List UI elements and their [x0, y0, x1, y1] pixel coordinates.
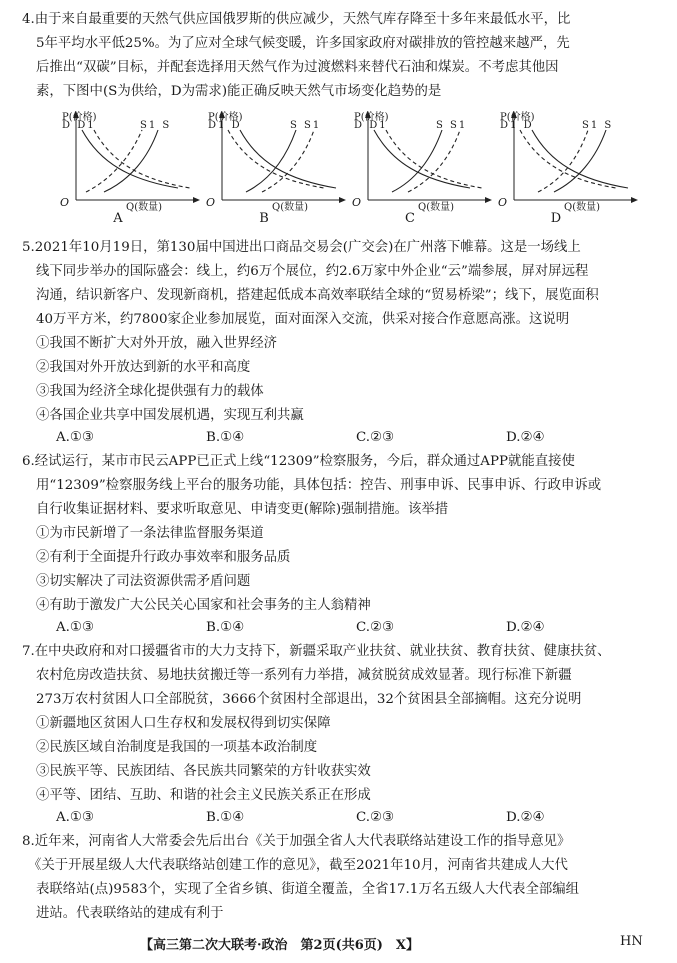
axis-y-label: P(价格) — [208, 112, 243, 123]
q5-line-1: 5.2021年10月19日，第130届中国进出口商品交易会(广交会)在广州落下帷幕。这是一场线上 — [22, 240, 581, 255]
axis-y-label: P(价格) — [62, 112, 97, 123]
q8-line-1: 8.近年来，河南省人大常委会先后出台《关于加强全省人大代表联络站建设工作的指导意见》 — [22, 834, 571, 849]
q6-line-2: 用“12309”检察服务线上平台的服务功能，具体包括：控告、刑事申诉、民事申诉、行政申诉或 — [36, 478, 602, 493]
q6-item-1: ①为市民新增了一条法律监督服务渠道 — [36, 526, 264, 541]
q6-item-4: ④有助于激发广大公民关心国家和社会事务的主人翁精神 — [36, 598, 371, 613]
q8-line-3: 表联络站(点)9583个，实现了全省乡镇、街道全覆盖，全省17.1万名五级人大代表全部编组 — [36, 882, 580, 897]
q8-line-4: 进站。代表联络站的建成有利于 — [36, 906, 224, 921]
option-a[interactable]: A.①③ — [56, 620, 94, 635]
q8-line-2: 《关于开展星级人大代表联络站创建工作的意见》，截至2021年10月，河南省共建成人大代 — [28, 858, 568, 873]
origin-label: O — [352, 196, 362, 209]
q5-line-3: 沟通，结识新客户、发现新商机，搭建起低成本高效率联结全球的“贸易桥梁”；线下，展览面积 — [36, 288, 599, 303]
option-d[interactable]: D.②④ — [506, 620, 545, 635]
q6-line-3: 自行收集证据材料、要求听取意见、申请变更(解除)强制措施。该举措 — [36, 502, 449, 517]
curve-labels: D1 D — [500, 120, 534, 131]
q7-line-1: 7.在中央政府和对口援疆省市的大力支持下，新疆采取产业扶贫、就业扶贫、教育扶贫、健康扶贫、 — [22, 644, 611, 659]
option-a[interactable]: A.①③ — [56, 430, 94, 445]
option-b[interactable]: B.①④ — [206, 430, 245, 445]
q6-item-3: ③切实解决了司法资源供需矛盾问题 — [36, 574, 251, 589]
option-c[interactable]: C.②③ — [356, 810, 395, 825]
q5-item-4: ④各国企业共享中国发展机遇，实现互利共赢 — [36, 408, 304, 423]
graph-label-c: C — [405, 211, 415, 226]
axis-x-label: Q(数量) — [126, 202, 163, 213]
axis-y-label: P(价格) — [500, 112, 535, 123]
q7-options — [56, 806, 655, 830]
q5-item-2: ②我国对外开放达到新的水平和高度 — [36, 360, 251, 375]
option-b[interactable]: B.①④ — [206, 810, 245, 825]
q4-graphs — [36, 108, 636, 233]
page-footer: 【高三第二次大联考·政治 第2页(共6页) X】 — [140, 938, 420, 953]
q5-item-1: ①我国不断扩大对外开放，融入世界经济 — [36, 336, 278, 351]
q5-item-3: ③我国为经济全球化提供强有力的载体 — [36, 384, 264, 399]
origin-label: O — [60, 196, 70, 209]
curve-labels-s: S S1 — [290, 120, 322, 131]
curve-labels: D D1 — [62, 120, 96, 131]
q4-line-1: 4.由于来自最重要的天然气供应国俄罗斯的供应减少，天然气库存降至十多年来最低水平，比 — [22, 12, 571, 27]
option-c[interactable]: C.②③ — [356, 430, 395, 445]
q4-line-2: 5年平均水平低25%。为了应对全球气候变暖，许多国家政府对碳排放的管控越来越严，先 — [36, 36, 570, 51]
origin-label: O — [206, 196, 216, 209]
curve-labels-s: S1 S — [140, 120, 172, 131]
q6-options — [56, 616, 655, 640]
origin-label: O — [498, 196, 508, 209]
q7-item-3: ③民族平等、民族团结、各民族共同繁荣的方针收获实效 — [36, 764, 371, 779]
q7-item-2: ②民族区域自治制度是我国的一项基本政治制度 — [36, 740, 318, 755]
q4-line-3: 后推出“双碳”目标，并配套选择用天然气作为过渡燃料来替代石油和煤炭。不考虑其他因 — [36, 60, 559, 75]
q7-item-4: ④平等、团结、互助、和谐的社会主义民族关系正在形成 — [36, 788, 371, 803]
graph-d[interactable] — [498, 108, 638, 233]
option-b[interactable]: B.①④ — [206, 620, 245, 635]
q6-line-1: 6.经试运行，某市市民云APP已正式上线“12309”检察服务，今后，群众通过APP就能直接使 — [22, 454, 575, 469]
axis-x-label: Q(数量) — [418, 202, 455, 213]
curve-labels-s: S S1 — [436, 120, 468, 131]
q5-line-4: 40万平方米，约7800家企业参加展览，面对面深入交流，供采对接合作意愿高涨。这说明 — [36, 312, 570, 327]
graph-label-b: B — [259, 211, 269, 226]
q5-options — [56, 426, 655, 450]
curve-labels-s: S1 S — [582, 120, 614, 131]
curve-labels: D D1 — [354, 120, 388, 131]
option-d[interactable]: D.②④ — [506, 810, 545, 825]
graph-b[interactable] — [206, 108, 346, 233]
option-d[interactable]: D.②④ — [506, 430, 545, 445]
q6-item-2: ②有利于全面提升行政办事效率和服务品质 — [36, 550, 291, 565]
curve-labels: D1 D — [208, 120, 242, 131]
axis-y-label: P(价格) — [354, 112, 389, 123]
axis-x-label: Q(数量) — [564, 202, 601, 213]
axis-x-label: Q(数量) — [272, 202, 309, 213]
q4-line-4: 素，下图中(S为供给，D为需求)能正确反映天然气市场变化趋势的是 — [36, 84, 442, 99]
q7-item-1: ①新疆地区贫困人口生存权和发展权得到切实保障 — [36, 716, 331, 731]
footer-code: HN — [620, 934, 643, 949]
option-a[interactable]: A.①③ — [56, 810, 94, 825]
graph-label-a: A — [113, 211, 123, 226]
graph-c[interactable] — [352, 108, 492, 233]
graph-a[interactable] — [60, 108, 200, 233]
graph-label-d: D — [550, 211, 562, 226]
option-c[interactable]: C.②③ — [356, 620, 395, 635]
q5-line-2: 线下同步举办的国际盛会：线上，约6万个展位，约2.6万家中外企业“云”端参展，屏对屏远程 — [36, 264, 589, 279]
q7-line-2: 农村危房改造扶贫、易地扶贫搬迁等一系列有力举措，减贫脱贫成效显著。现行标准下新疆 — [36, 668, 572, 683]
q7-line-3: 273万农村贫困人口全部脱贫，3666个贫困村全部退出，32个贫困县全部摘帽。这充分说明 — [36, 692, 582, 707]
